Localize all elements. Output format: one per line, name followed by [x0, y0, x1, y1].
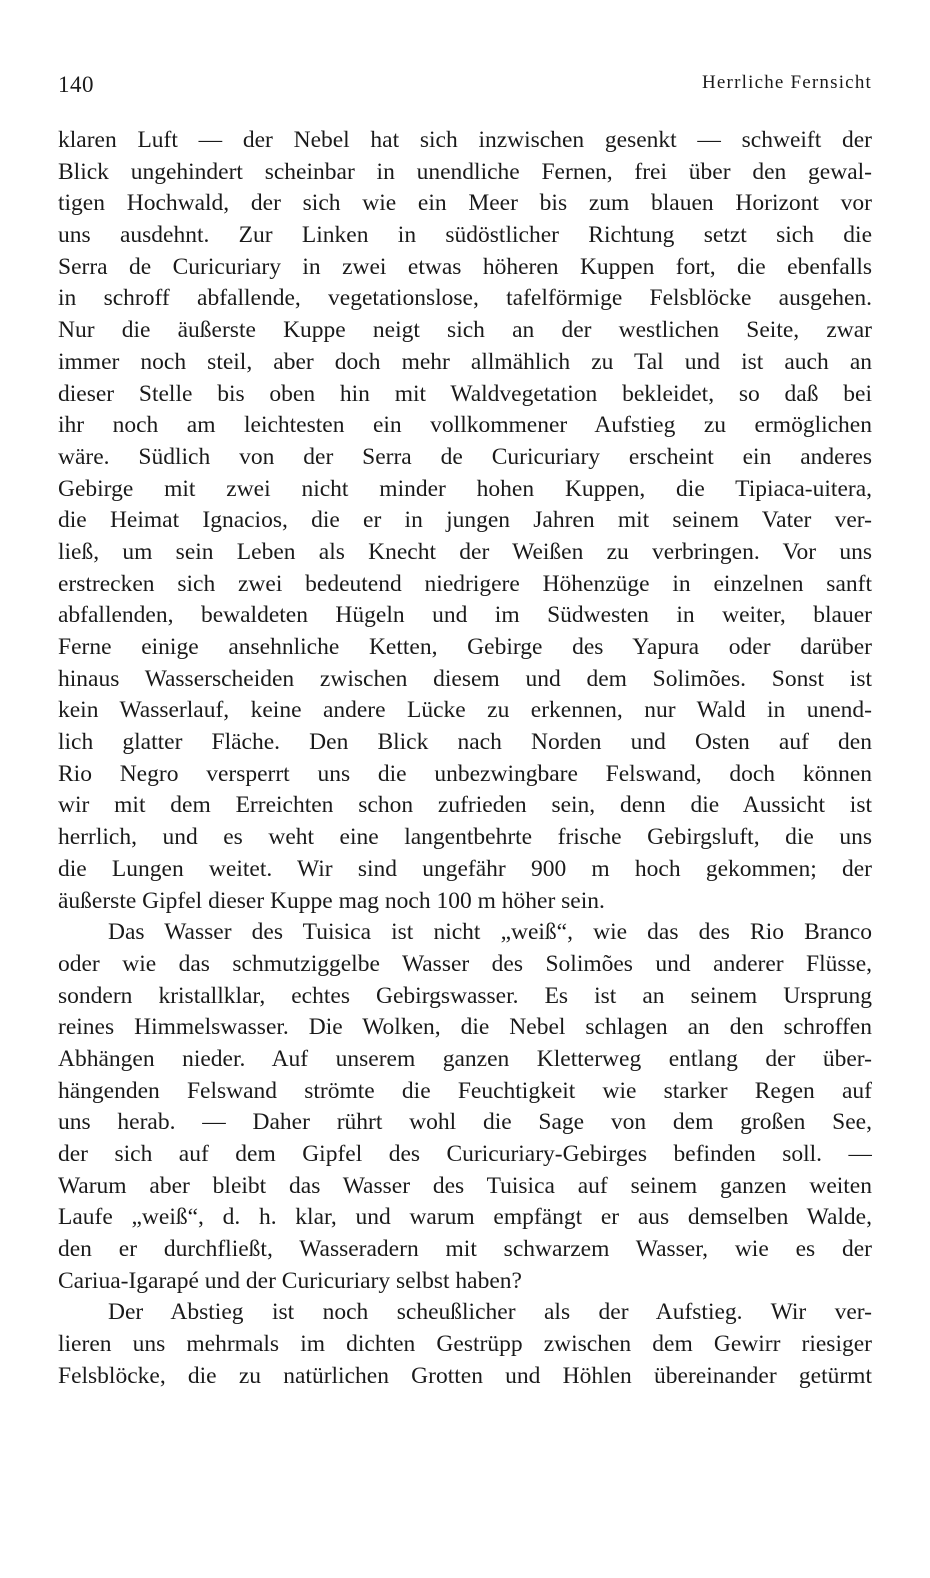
text-line: wäre. Südlich von der Serra de Curicuriary erscheint ein anderes [58, 443, 872, 470]
text-line: Abhängen nieder. Auf unserem ganzen Kletterweg entlang der über- [58, 1045, 872, 1072]
text-line: abfallenden, bewaldeten Hügeln und im Südwesten in weiter, blauer [58, 602, 872, 629]
text-line: ihr noch am leichtesten ein vollkommener Aufstieg zu ermöglichen [58, 412, 872, 439]
text-line: uns herab. — Daher rührt wohl die Sage von dem großen See, [58, 1109, 872, 1136]
text-line: äußerste Gipfel dieser Kuppe mag noch 100 m höher sein. [58, 887, 605, 914]
text-line: Nur die äußerste Kuppe neigt sich an der westlichen Seite, zwar [58, 317, 872, 344]
text-line: Warum aber bleibt das Wasser des Tuisica auf seinem ganzen weiten [58, 1172, 872, 1199]
text-line: ließ, um sein Leben als Knecht der Weißen zu verbringen. Vor uns [58, 538, 872, 565]
text-line: die Lungen weitet. Wir sind ungefähr 900 m hoch gekommen; der [58, 855, 872, 882]
text-line: Blick ungehindert scheinbar in unendliche Fernen, frei über den gewal- [58, 158, 872, 185]
text-line: die Heimat Ignacios, die er in jungen Jahren mit seinem Vater ver- [58, 507, 872, 534]
text-line: Serra de Curicuriary in zwei etwas höheren Kuppen fort, die ebenfalls [58, 253, 872, 280]
text-line: hinaus Wasserscheiden zwischen diesem und dem Solimões. Sonst ist [58, 665, 872, 692]
text-line: immer noch steil, aber doch mehr allmählich zu Tal und ist auch an [58, 348, 872, 375]
text-line: Laufe „weiß“, d. h. klar, und warum empfängt er aus demselben Walde, [58, 1204, 872, 1231]
text-line: Der Abstieg ist noch scheußlicher als der Aufstieg. Wir ver- [108, 1299, 872, 1326]
page-number: 140 [58, 72, 94, 97]
text-line: oder wie das schmutziggelbe Wasser des Solimões und anderer Flüsse, [58, 950, 872, 977]
text-line: Felsblöcke, die zu natürlichen Grotten und Höhlen übereinander getürmt [58, 1362, 872, 1389]
text-line: dieser Stelle bis oben hin mit Waldvegetation bekleidet, so daß bei [58, 380, 872, 407]
page-header [58, 72, 872, 102]
text-line: klaren Luft — der Nebel hat sich inzwischen gesenkt — schweift der [58, 127, 872, 153]
text-line: Cariua-Igarapé und der Curicuriary selbst haben? [58, 1267, 522, 1294]
text-line: sondern kristallklar, echtes Gebirgswasser. Es ist an seinem Ursprung [58, 982, 872, 1009]
text-line: Das Wasser des Tuisica ist nicht „weiß“, wie das des Rio Branco [108, 919, 872, 946]
text-line: herrlich, und es weht eine langentbehrte frische Gebirgsluft, die uns [58, 824, 872, 851]
text-line: reines Himmelswasser. Die Wolken, die Nebel schlagen an den schroffen [58, 1014, 872, 1041]
text-line: erstrecken sich zwei bedeutend niedrigere Höhenzüge in einzelnen sanft [58, 570, 872, 597]
paragraph [58, 125, 872, 917]
text-line: der sich auf dem Gipfel des Curicuriary-Gebirges befinden soll. — [58, 1141, 872, 1167]
text-line: den er durchfließt, Wasseradern mit schwarzem Wasser, wie es der [58, 1236, 872, 1263]
text-line: wir mit dem Erreichten schon zufrieden sein, denn die Aussicht ist [58, 792, 872, 819]
text-line: in schroff abfallende, vegetationslose, tafelförmige Felsblöcke ausgehen. [58, 285, 872, 312]
text-line: Ferne einige ansehnliche Ketten, Gebirge des Yapura oder darüber [58, 634, 872, 660]
body-text [58, 125, 872, 1393]
paragraph [58, 917, 872, 1297]
text-line: tigen Hochwald, der sich wie ein Meer bis zum blauen Horizont vor [58, 190, 872, 217]
text-line: lich glatter Fläche. Den Blick nach Norden und Osten auf den [58, 729, 872, 756]
text-line: Gebirge mit zwei nicht minder hohen Kuppen, die Tipiaca-uitera, [58, 475, 872, 502]
text-line: kein Wasserlauf, keine andere Lücke zu erkennen, nur Wald in unend- [58, 697, 872, 724]
text-line: uns ausdehnt. Zur Linken in südöstlicher Richtung setzt sich die [58, 222, 872, 249]
text-line: Rio Negro versperrt uns die unbezwingbare Felswand, doch können [58, 760, 872, 787]
text-line: hängenden Felswand strömte die Feuchtigkeit wie starker Regen auf [58, 1077, 872, 1104]
text-line: lieren uns mehrmals im dichten Gestrüpp zwischen dem Gewirr riesiger [58, 1331, 872, 1358]
paragraph [58, 1297, 872, 1392]
running-title: Herrliche Fernsicht [702, 72, 872, 93]
